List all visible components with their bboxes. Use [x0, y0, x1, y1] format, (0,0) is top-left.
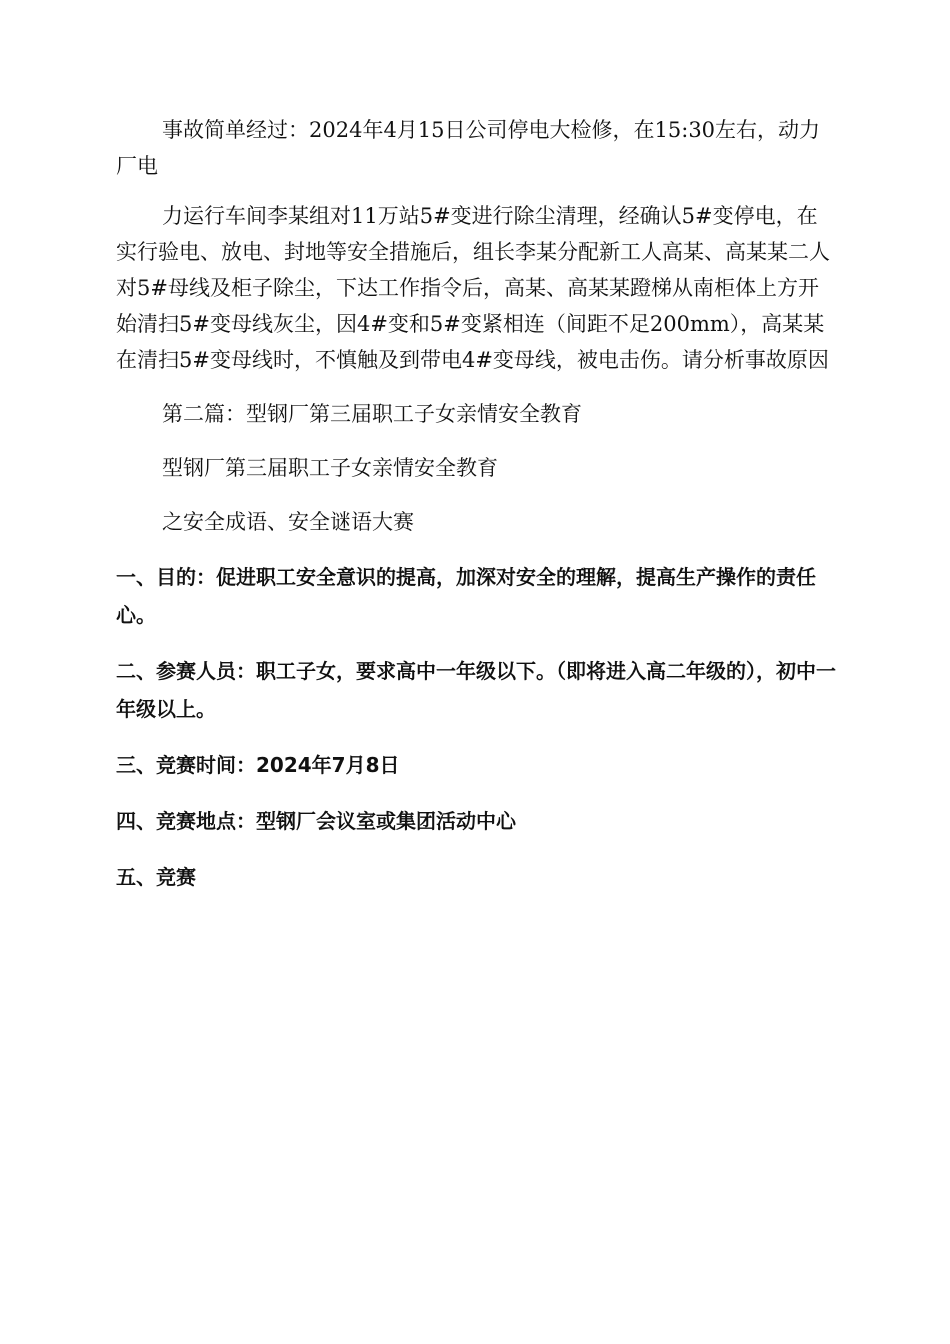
accident-details-paragraph: 力运行车间李某组对11万站5#变进行除尘清理，经确认5#变停电，在实行验电、放电、封地等安全措施后，组长李某分配新工人高某、高某某二人对5#母线及柜子除尘，下达工作指令后，高某、高某某蹬梯从南柜体上方开始清扫5#变母线灰尘，因4#变和5#变紧相连（间距不足200mm），高某某在清扫5#变母线时，不慎触及到带电4#变母线，被电击伤。请分析事故原因 [116, 204, 830, 372]
chapter-two-heading: 第二篇：型钢厂第三届职工子女亲情安全教育 [162, 402, 582, 426]
document-body [116, 112, 836, 896]
section-competition: 五、竞赛 [116, 865, 196, 889]
section-time: 三、竞赛时间：2024年7月8日 [116, 753, 400, 777]
section-participants: 二、参赛人员：职工子女，要求高中一年级以下。（即将进入高二年级的），初中一年级以上。 [116, 659, 836, 721]
section-purpose: 一、目的：促进职工安全意识的提高，加深对安全的理解，提高生产操作的责任心。 [116, 565, 816, 627]
section-location: 四、竞赛地点：型钢厂会议室或集团活动中心 [116, 809, 516, 833]
event-title-line-1: 型钢厂第三届职工子女亲情安全教育 [162, 456, 498, 480]
accident-summary-line: 事故简单经过：2024年4月15日公司停电大检修，在15:30左右，动力厂电 [116, 118, 821, 178]
event-title-line-2: 之安全成语、安全谜语大赛 [162, 510, 414, 534]
